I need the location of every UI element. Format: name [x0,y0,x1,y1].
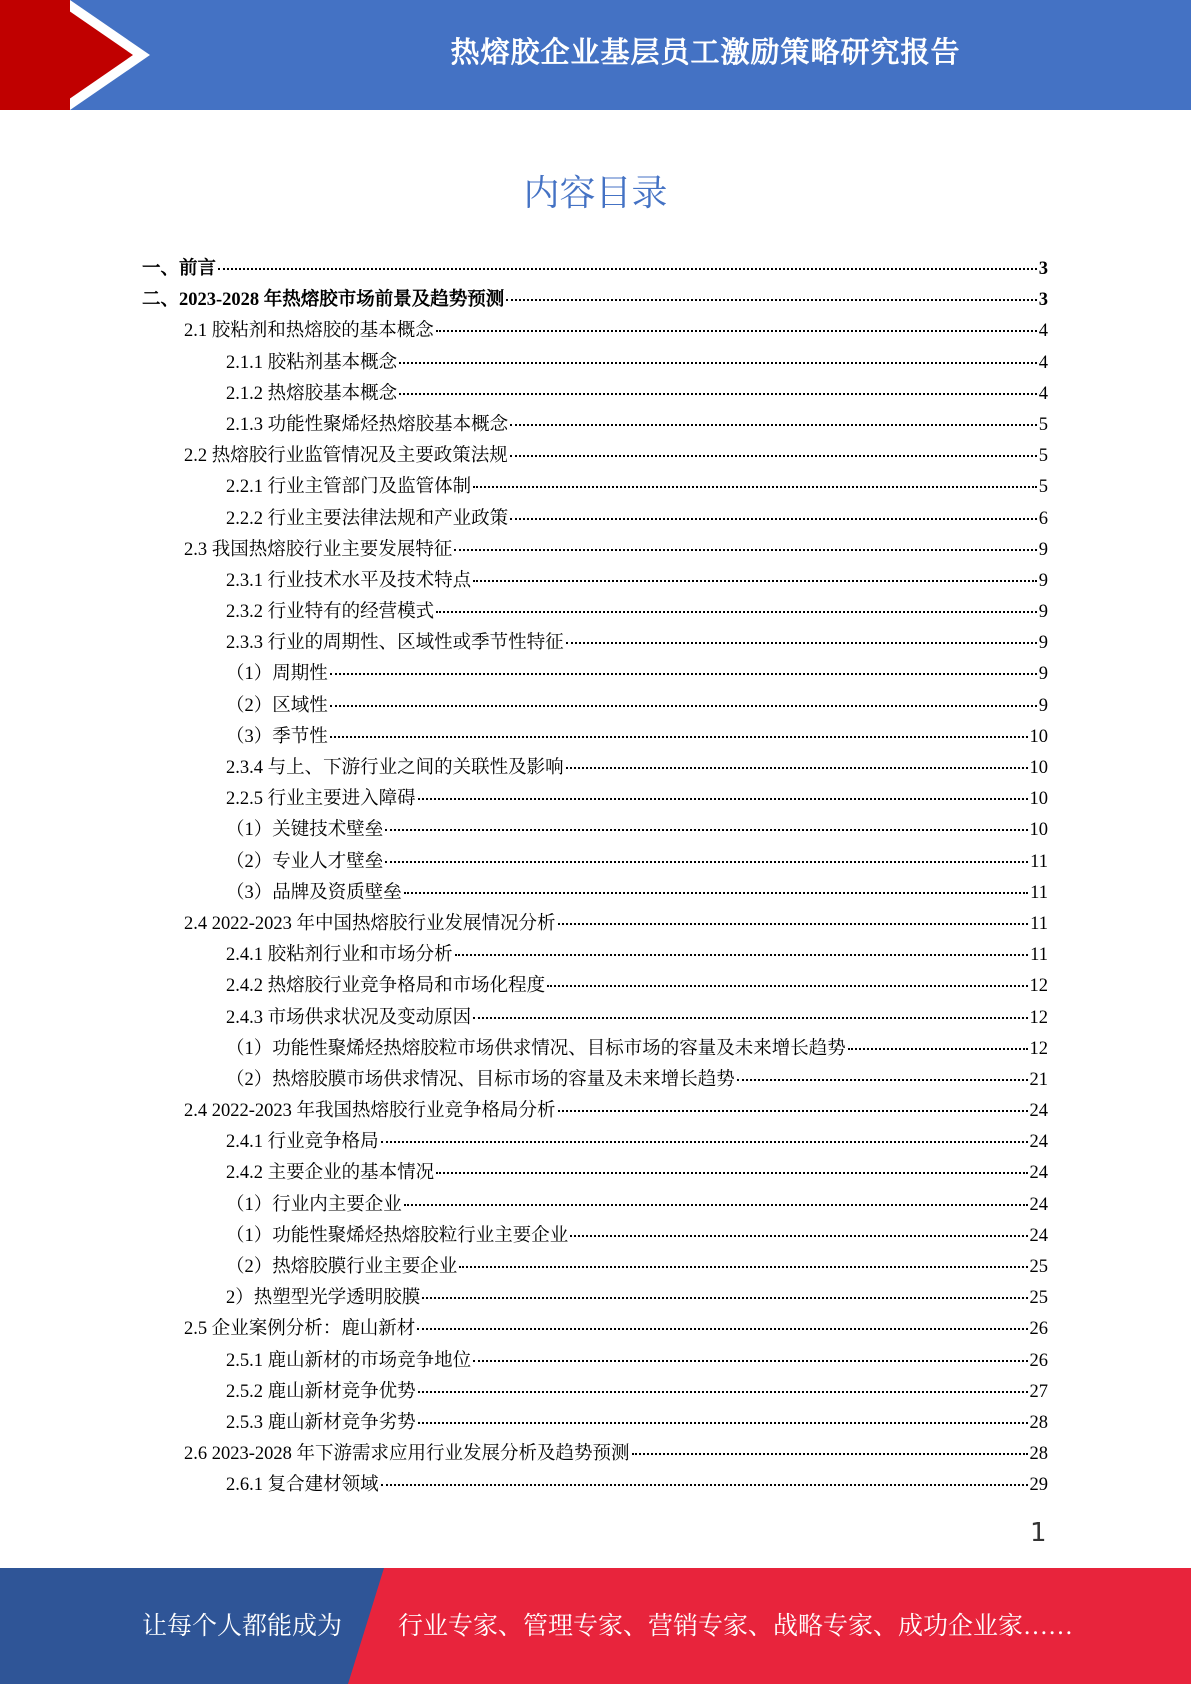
toc-entry-title: 2.1.1 胶粘剂基本概念 [226,352,398,373]
toc-entry[interactable] [142,504,1048,535]
toc-entry[interactable] [142,1065,1048,1096]
toc-entry[interactable] [142,1377,1048,1408]
toc-entry-title: （1）行业内主要企业 [226,1194,402,1215]
toc-entry-page: 10 [1029,789,1048,810]
toc-entry[interactable] [142,1346,1048,1377]
toc-entry-title: （1）周期性 [226,664,328,685]
toc-entry-title: 2.2 热熔胶行业监管情况及主要政策法规 [184,446,508,467]
toc-leader-dots [330,736,1028,738]
toc-entry-title: 2.3.1 行业技术水平及技术特点 [226,570,472,591]
toc-leader-dots [422,1297,1027,1299]
toc-entry-page: 10 [1029,820,1048,841]
toc-leader-dots [330,673,1037,675]
toc-leader-dots [385,829,1027,831]
toc-entry[interactable] [142,1003,1048,1034]
toc-entry-title: 2.4.3 市场供求状况及变动原因 [226,1007,472,1028]
toc-entry-title: （1）功能性聚烯烃热熔胶粒行业主要企业 [226,1225,569,1246]
toc-entry-page: 3 [1038,290,1048,311]
toc-entry-title: 2.4.1 胶粘剂行业和市场分析 [226,945,453,966]
toc-leader-dots [510,424,1037,426]
toc-leader-dots [506,299,1036,301]
toc-entry[interactable] [142,909,1048,940]
toc-leader-dots [418,1391,1028,1393]
toc-entry-page: 9 [1038,602,1048,623]
toc-entry[interactable] [142,410,1048,441]
toc-entry-page: 4 [1038,383,1048,404]
toc-entry-page: 9 [1038,695,1048,716]
toc-entry[interactable] [142,566,1048,597]
toc-entry-page: 12 [1029,1038,1048,1059]
toc-leader-dots [547,985,1027,987]
toc-entry[interactable] [142,878,1048,909]
toc-leader-dots [418,1422,1028,1424]
toc-entry-title: 一、前言 [142,259,217,279]
toc-entry-title: 2.3 我国热熔胶行业主要发展特征 [184,539,453,560]
toc-leader-dots [436,611,1037,613]
toc-leader-dots [399,393,1037,395]
toc-entry-title: 2.3.2 行业特有的经营模式 [226,602,435,623]
toc-entry[interactable] [142,285,1048,316]
toc-leader-dots [404,892,1028,894]
report-title: 热熔胶企业基层员工激励策略研究报告 [450,35,961,69]
toc-entry-page: 10 [1029,758,1048,778]
toc-entry-page: 24 [1029,1132,1048,1153]
toc-entry-page: 29 [1029,1475,1048,1496]
toc-leader-dots [218,268,1037,270]
toc-leader-dots [566,767,1028,769]
toc-entry[interactable] [142,348,1048,379]
toc-leader-dots [473,1360,1027,1362]
toc-leader-dots [436,330,1037,332]
toc-entry-page: 5 [1038,477,1048,498]
toc-leader-dots [455,954,1029,956]
toc-entry-title: 2.4 2022-2023 年中国热熔胶行业发展情况分析 [184,913,556,934]
toc-entry[interactable] [142,1470,1048,1501]
toc-entry-page: 11 [1030,882,1048,903]
footer-banner [0,1568,1191,1684]
toc-entry-title: 2.5 企业案例分析：鹿山新材 [184,1319,416,1340]
toc-leader-dots [510,518,1037,520]
table-of-contents [142,254,1048,1502]
toc-entry-title: 2.2.2 行业主要法律法规和产业政策 [226,508,509,529]
toc-entry[interactable] [142,815,1048,846]
toc-entry-page: 24 [1029,1101,1048,1122]
toc-entry-page: 25 [1029,1288,1048,1309]
toc-entry-page: 6 [1038,508,1048,529]
toc-entry-title: （2）区域性 [226,695,328,716]
toc-entry[interactable] [142,1127,1048,1158]
toc-entry-title: 2.4.2 主要企业的基本情况 [226,1163,435,1184]
toc-entry-page: 25 [1029,1257,1048,1277]
toc-entry-title: （3）品牌及资质壁垒 [226,882,402,903]
toc-entry-page: 9 [1038,633,1048,654]
toc-leader-dots [459,1266,1027,1268]
toc-entry[interactable] [142,753,1048,784]
toc-entry-title: 2.6.1 复合建材领域 [226,1475,379,1496]
toc-entry[interactable] [142,1283,1048,1314]
toc-entry-page: 9 [1038,570,1048,591]
toc-entry-page: 27 [1029,1381,1048,1402]
toc-entry[interactable] [142,1221,1048,1252]
toc-leader-dots [473,486,1037,488]
toc-leader-dots [381,1141,1028,1143]
toc-entry[interactable] [142,1252,1048,1283]
header-red-block [0,0,70,110]
toc-leader-dots [385,861,1028,863]
toc-entry-page: 5 [1038,414,1048,435]
footer-blue-slant [348,1568,384,1684]
toc-entry[interactable] [142,628,1048,659]
toc-leader-dots [558,923,1029,925]
toc-entry-title: （2）热熔胶膜行业主要企业 [226,1257,458,1277]
toc-leader-dots [436,1172,1027,1174]
toc-entry-page: 26 [1029,1350,1048,1371]
page-number: 1 [1030,1518,1047,1548]
toc-entry-title: 2.1.3 功能性聚烯烃热熔胶基本概念 [226,414,509,435]
toc-leader-dots [404,1204,1028,1206]
toc-entry[interactable] [142,847,1048,878]
toc-entry[interactable] [142,1190,1048,1221]
toc-entry[interactable] [142,971,1048,1002]
toc-entry[interactable] [142,597,1048,628]
toc-entry-page: 9 [1038,539,1048,560]
toc-leader-dots [473,1017,1027,1019]
toc-entry-page: 11 [1030,851,1048,872]
toc-entry-page: 4 [1038,352,1048,373]
toc-entry-title: 2.3.3 行业的周期性、区域性或季节性特征 [226,633,564,654]
toc-entry-title: 2.3.4 与上、下游行业之间的关联性及影响 [226,758,564,778]
toc-entry-page: 28 [1029,1444,1048,1465]
toc-entry[interactable] [142,722,1048,753]
toc-entry[interactable] [142,784,1048,815]
toc-entry-title: 2.2.5 行业主要进入障碍 [226,789,416,810]
toc-entry-page: 24 [1029,1163,1048,1184]
toc-entry-title: 2.6 2023-2028 年下游需求应用行业发展分析及趋势预测 [184,1444,630,1465]
toc-leader-dots [570,1235,1027,1237]
toc-entry[interactable] [142,535,1048,566]
toc-entry-title: （2）热熔胶膜市场供求情况、目标市场的容量及未来增长趋势 [226,1069,735,1090]
toc-entry-page: 3 [1038,259,1048,279]
toc-leader-dots [330,705,1037,707]
toc-entry-title: 2.5.3 鹿山新材竞争劣势 [226,1412,416,1433]
toc-entry[interactable] [142,379,1048,410]
toc-entry[interactable] [142,472,1048,503]
toc-entry[interactable] [142,316,1048,347]
toc-entry[interactable] [142,254,1048,285]
toc-entry[interactable] [142,1314,1048,1345]
toc-leader-dots [510,455,1037,457]
header-banner [0,0,1191,110]
toc-entry-title: 2.4 2022-2023 年我国热熔胶行业竞争格局分析 [184,1101,556,1122]
toc-entry[interactable] [142,940,1048,971]
toc-entry-page: 24 [1029,1225,1048,1246]
toc-entry-page: 4 [1038,321,1048,342]
toc-leader-dots [418,798,1028,800]
toc-entry-page: 24 [1029,1194,1048,1215]
toc-entry-title: 2.4.1 行业竞争格局 [226,1132,379,1153]
toc-leader-dots [848,1048,1028,1050]
toc-entry-title: 2.5.1 鹿山新材的市场竞争地位 [226,1350,472,1371]
toc-entry-page: 12 [1029,976,1048,997]
toc-entry-title: 2.1 胶粘剂和热熔胶的基本概念 [184,321,434,342]
toc-entry[interactable] [142,1096,1048,1127]
toc-entry-title: （1）功能性聚烯烃热熔胶粒市场供求情况、目标市场的容量及未来增长趋势 [226,1038,846,1059]
toc-title: 内容目录 [523,173,668,214]
toc-leader-dots [632,1453,1028,1455]
toc-entry-page: 21 [1029,1069,1048,1090]
toc-entry[interactable] [142,691,1048,722]
toc-entry-title: （3）季节性 [226,726,328,747]
toc-entry-page: 12 [1029,1007,1048,1028]
toc-leader-dots [473,580,1037,582]
toc-entry-page: 10 [1029,726,1048,747]
toc-leader-dots [399,362,1037,364]
toc-entry[interactable] [142,1439,1048,1470]
toc-entry-page: 5 [1038,446,1048,467]
toc-leader-dots [566,642,1037,644]
toc-leader-dots [558,1110,1028,1112]
toc-entry-title: 2.4.2 热熔胶行业竞争格局和市场化程度 [226,976,546,997]
toc-entry[interactable] [142,1034,1048,1065]
toc-entry[interactable] [142,1158,1048,1189]
toc-leader-dots [417,1328,1027,1330]
toc-entry-title: 2.5.2 鹿山新材竞争优势 [226,1381,416,1402]
toc-entry-page: 11 [1030,945,1048,966]
toc-leader-dots [454,549,1036,551]
toc-entry-title: （2）专业人才壁垒 [226,851,384,872]
toc-entry-page: 28 [1029,1412,1048,1433]
toc-entry-page: 9 [1038,664,1048,685]
toc-entry-title: （1）关键技术壁垒 [226,820,384,841]
toc-leader-dots [737,1079,1028,1081]
toc-leader-dots [381,1484,1028,1486]
toc-entry-title: 2）热塑型光学透明胶膜 [226,1288,421,1309]
toc-entry[interactable] [142,1408,1048,1439]
toc-entry-page: 11 [1030,913,1048,934]
header-red-chevron [62,6,133,104]
toc-entry-title: 2.2.1 行业主管部门及监管体制 [226,477,472,498]
toc-entry-page: 26 [1029,1319,1048,1340]
footer-slogan-right: 行业专家、管理专家、营销专家、战略专家、成功企业家…… [398,1613,1074,1640]
toc-entry-title: 二、2023-2028 年热熔胶市场前景及趋势预测 [142,290,505,311]
toc-entry[interactable] [142,441,1048,472]
toc-entry-title: 2.1.2 热熔胶基本概念 [226,383,398,404]
toc-entry[interactable] [142,659,1048,690]
footer-slogan-left: 让每个人都能成为 [142,1613,343,1640]
